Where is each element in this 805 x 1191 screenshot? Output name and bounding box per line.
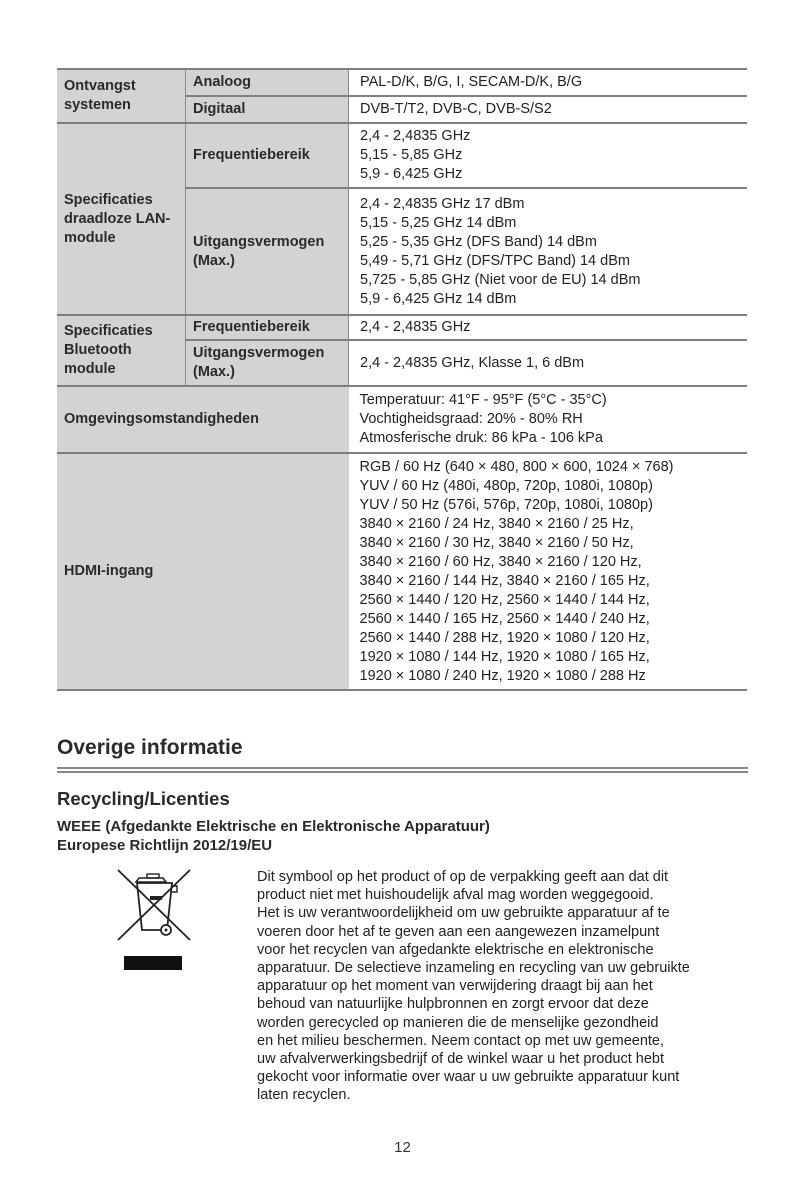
paragraph-line: Het is uw verantwoordelijkheid om uw gebruikte apparatuur af te xyxy=(257,905,670,922)
specifications-table xyxy=(57,68,747,691)
paragraph-line: apparatuur op het moment van verwijdering draagt bij aan het xyxy=(257,978,653,995)
value-line: 5,25 - 5,35 GHz (DFS Band) 14 dBm xyxy=(360,233,597,250)
row-group-label: Specificaties Bluetooth module xyxy=(57,315,186,386)
row-value xyxy=(349,96,748,123)
value-line: YUV / 50 Hz (576i, 576p, 720p, 1080i, 1080p) xyxy=(359,496,653,513)
paragraph-line: gekocht voor informatie over waar u uw gebruikte apparatuur kunt xyxy=(257,1069,680,1086)
table-row xyxy=(57,315,747,340)
value-line: DVB-T/T2, DVB-C, DVB-S/S2 xyxy=(360,101,552,117)
weee-description xyxy=(257,868,747,1105)
value-line: Atmosferische druk: 86 kPa - 106 kPa xyxy=(359,430,603,446)
row-sub-label: Analoog xyxy=(186,69,349,96)
paragraph-line: uw afvalverwerkingsbedrijf of de winkel waar u het product hebt xyxy=(257,1051,665,1068)
row-sub-label: Uitgangsvermogen (Max.) xyxy=(186,188,349,315)
value-line: 3840 × 2160 / 24 Hz, 3840 × 2160 / 25 Hz, xyxy=(359,515,634,532)
row-value xyxy=(349,386,748,453)
section-divider xyxy=(57,771,748,773)
paragraph-line: apparatuur. De selectieve inzameling en recycling van uw gebruikte xyxy=(257,960,690,977)
table-row xyxy=(57,386,747,453)
row-sub-label: Uitgangsvermogen (Max.) xyxy=(186,340,349,386)
row-sub-label: Digitaal xyxy=(186,96,349,123)
value-line: 1920 × 1080 / 240 Hz, 1920 × 1080 / 288 Hz xyxy=(359,667,646,684)
subsection-title: Recycling/Licenties xyxy=(57,788,230,809)
row-value xyxy=(349,453,748,690)
value-line: Vochtigheidsgraad: 20% - 80% RH xyxy=(359,411,583,427)
paragraph-line: voeren door het af te geven aan een aangewezen inzamelpunt xyxy=(257,923,660,940)
paragraph-line: voor het recyclen van afgedankte elektrische en elektronische xyxy=(257,941,654,958)
paragraph-line: Dit symbool op het product of op de verpakking geeft aan dat dit xyxy=(257,869,669,885)
paragraph-line: product niet met huishoudelijk afval mag worden weggegooid. xyxy=(257,887,654,904)
weee-heading-line: WEEE (Afgedankte Elektrische en Elektronische Apparatuur) xyxy=(57,818,490,835)
paragraph-line: en het milieu beschermen. Neem contact op met uw gemeente, xyxy=(257,1032,665,1049)
weee-heading xyxy=(57,817,490,855)
value-line: 2560 × 1440 / 120 Hz, 2560 × 1440 / 144 Hz, xyxy=(359,591,650,608)
row-value xyxy=(349,123,748,188)
row-value xyxy=(349,188,748,315)
value-line: 2560 × 1440 / 288 Hz, 1920 × 1080 / 120 Hz, xyxy=(359,629,650,646)
weee-heading-line: Europese Richtlijn 2012/19/EU xyxy=(57,837,273,854)
value-line: 5,9 - 6,425 GHz xyxy=(360,166,463,182)
value-line: RGB / 60 Hz (640 × 480, 800 × 600, 1024 × 768) xyxy=(359,458,674,475)
value-line: YUV / 60 Hz (480i, 480p, 720p, 1080i, 1080p) xyxy=(359,477,653,494)
value-line: 2,4 - 2,4835 GHz 17 dBm xyxy=(360,195,525,212)
section-title: Overige informatie xyxy=(57,736,243,759)
value-line: 5,15 - 5,85 GHz xyxy=(360,147,463,163)
value-line: 5,15 - 5,25 GHz 14 dBm xyxy=(360,214,517,231)
value-line: 2,4 - 2,4835 GHz, Klasse 1, 6 dBm xyxy=(360,354,585,371)
value-line: 3840 × 2160 / 144 Hz, 3840 × 2160 / 165 Hz, xyxy=(359,572,650,589)
paragraph-line: laten recyclen. xyxy=(257,1087,351,1104)
value-line: 3840 × 2160 / 60 Hz, 3840 × 2160 / 120 Hz, xyxy=(359,553,642,570)
value-line: 5,725 - 5,85 GHz (Niet voor de EU) 14 dBm xyxy=(360,271,641,288)
row-group-label: Specificaties draadloze LAN-module xyxy=(57,123,186,315)
table-row xyxy=(57,69,747,96)
value-line: Temperatuur: 41°F - 95°F (5°C - 35°C) xyxy=(359,392,607,408)
value-line: 5,49 - 5,71 GHz (DFS/TPC Band) 14 dBm xyxy=(360,252,630,269)
row-value xyxy=(349,315,748,340)
page-number: 12 xyxy=(394,1139,411,1156)
value-line: 5,9 - 6,425 GHz 14 dBm xyxy=(360,290,517,307)
row-value xyxy=(349,69,748,96)
paragraph-line: worden gerecycled op manieren die de menselijke gezondheid xyxy=(257,1014,659,1031)
section-divider xyxy=(57,767,748,769)
value-line: 1920 × 1080 / 144 Hz, 1920 × 1080 / 165 Hz, xyxy=(359,648,650,665)
value-line: 2,4 - 2,4835 GHz xyxy=(360,128,471,144)
row-value xyxy=(349,340,748,386)
value-line: 2560 × 1440 / 165 Hz, 2560 × 1440 / 240 Hz, xyxy=(359,610,650,627)
row-label: Omgevingsomstandigheden xyxy=(57,386,349,453)
table-row xyxy=(57,453,747,690)
value-line: 2,4 - 2,4835 GHz xyxy=(360,319,471,335)
row-group-label: Ontvangst systemen xyxy=(57,69,186,123)
row-label: HDMI-ingang xyxy=(57,453,349,690)
crossed-out-wheelie-bin-icon xyxy=(112,868,196,972)
table-row xyxy=(57,123,747,188)
row-sub-label: Frequentiebereik xyxy=(186,123,349,188)
paragraph-line: behoud van natuurlijke hulpbronnen en zorgt ervoor dat deze xyxy=(257,996,649,1013)
row-sub-label: Frequentiebereik xyxy=(186,315,349,340)
value-line: PAL-D/K, B/G, I, SECAM-D/K, B/G xyxy=(360,74,583,90)
value-line: 3840 × 2160 / 30 Hz, 3840 × 2160 / 50 Hz, xyxy=(359,534,634,551)
